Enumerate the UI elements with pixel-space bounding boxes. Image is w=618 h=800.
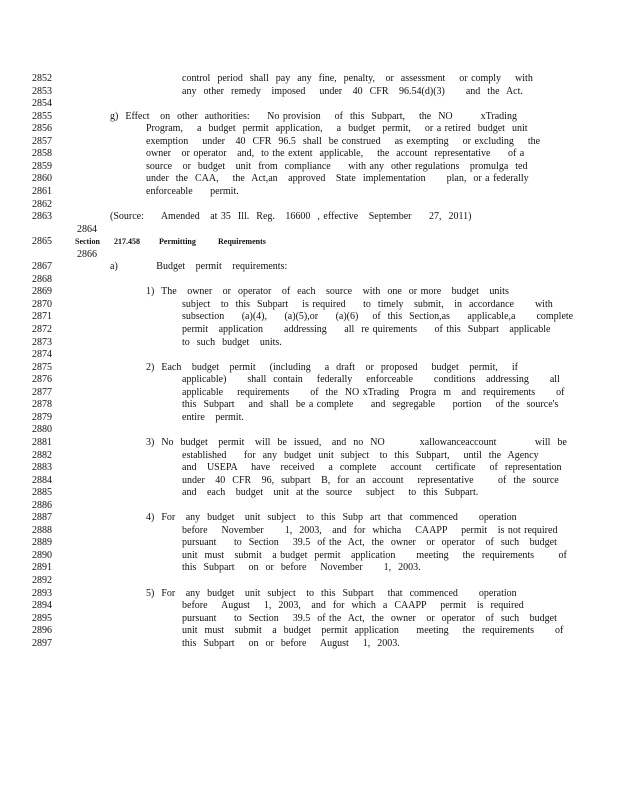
line-number: 2859 xyxy=(32,160,52,172)
line-number: 2877 xyxy=(32,386,52,398)
line-number: 2870 xyxy=(32,298,52,310)
line-text: (Source: Amended at 35 Ill. Reg. 16600 , effective September 27, 2011) xyxy=(110,211,472,223)
line-text: and USEPA have received a complete account certificate of representation xyxy=(182,462,562,474)
line-number: 2876 xyxy=(32,374,52,386)
line-number: 2866 xyxy=(77,248,97,260)
line-text: applicable requirements of the NO xTrading Progra m and requirements of xyxy=(182,386,565,398)
line-number: 2853 xyxy=(32,85,52,97)
line-number: 2868 xyxy=(32,273,52,285)
line-number: 2869 xyxy=(32,286,52,298)
line-number: 2891 xyxy=(32,562,52,574)
line-number: 2887 xyxy=(32,512,52,524)
line-number: 2884 xyxy=(32,474,52,486)
line-number: 2872 xyxy=(32,324,52,335)
line-text: applicable) shall contain federally enforceable conditions addressing all xyxy=(182,374,560,386)
line-number: 2885 xyxy=(32,487,52,499)
line-text: before August 1, 2003, and for which a CAAPP permit is required xyxy=(182,600,524,612)
section-number: 217.458 xyxy=(114,237,140,247)
line-number: 2861 xyxy=(32,185,52,197)
line-number: 2863 xyxy=(32,211,52,223)
line-text: control period shall pay any fine, penalty, or assessment or comply with xyxy=(182,73,533,84)
line-number: 2854 xyxy=(32,98,52,110)
line-number: 2896 xyxy=(32,625,52,637)
line-number: 2865 xyxy=(32,236,52,248)
line-text: subsection (a)(4), (a)(5),or (a)(6) of this Section,as applicable,a complete xyxy=(182,311,574,323)
line-number: 2875 xyxy=(32,361,52,373)
line-number: 2864 xyxy=(77,223,97,235)
line-text: 2) Each budget permit (including a draft or proposed budget permit, if xyxy=(146,361,518,373)
line-text: before November 1, 2003, and for whicha CAAPP permit is not required xyxy=(182,524,558,536)
line-text: 1) The owner or operator of each source with one or more budget units xyxy=(146,286,509,298)
line-text: pursuant to Section 39.5 of the Act, the owner or operator of such budget xyxy=(182,537,557,549)
line-number: 2852 xyxy=(32,73,52,84)
line-number: 2857 xyxy=(32,135,52,147)
line-text: a) Budget permit requirements: xyxy=(110,261,288,273)
line-number: 2897 xyxy=(32,637,52,649)
line-text: unit must submit a budget permit application meeting the requirements of xyxy=(182,549,567,561)
line-number: 2888 xyxy=(32,524,52,536)
line-number: 2890 xyxy=(32,549,52,561)
line-text: permit application addressing all re quirements of this Subpart applicable xyxy=(182,324,551,335)
line-text: pursuant to Section 39.5 of the Act, the owner or operator of such budget xyxy=(182,612,557,624)
line-text: Program, a budget permit application, a budget permit, or a retired budget unit xyxy=(146,123,528,135)
line-text: under 40 CFR 96, subpart B, for an account representative of the source xyxy=(182,474,559,486)
line-text: enforceable permit. xyxy=(146,185,239,197)
line-number: 2860 xyxy=(32,173,52,185)
line-number: 2873 xyxy=(32,336,52,348)
line-text: 5) For any budget unit subject to this Subpart that commenced operation xyxy=(146,587,517,599)
line-number: 2858 xyxy=(32,148,52,160)
line-text: subject to this Subpart is required to timely submit, in accordance with xyxy=(182,298,553,310)
section-title-word: Requirements xyxy=(218,237,266,247)
line-number: 2862 xyxy=(32,198,52,210)
line-number: 2856 xyxy=(32,123,52,135)
line-number: 2867 xyxy=(32,261,52,273)
line-text: 4) For any budget unit subject to this Subp art that commenced operation xyxy=(146,512,517,524)
line-number: 2893 xyxy=(32,587,52,599)
line-number: 2882 xyxy=(32,449,52,461)
line-number: 2883 xyxy=(32,462,52,474)
line-number: 2878 xyxy=(32,399,52,411)
line-text: to such budget units. xyxy=(182,336,282,348)
line-text: owner or operator and, to the extent applicable, the account representative of a xyxy=(146,148,525,160)
line-text: this Subpart on or before November 1, 2003. xyxy=(182,562,421,574)
line-number: 2871 xyxy=(32,311,52,323)
line-text: under the CAA, the Act,an approved State implementation plan, or a federally xyxy=(146,173,529,185)
section-label: Section xyxy=(75,237,100,247)
line-number: 2895 xyxy=(32,612,52,624)
line-text: g) Effect on other authorities: No provision of this Subpart, the NO xTrading xyxy=(110,110,517,122)
section-title-word: Permitting xyxy=(159,237,196,247)
line-number: 2889 xyxy=(32,537,52,549)
line-text: entire permit. xyxy=(182,411,244,423)
line-number: 2879 xyxy=(32,411,52,423)
line-text: this Subpart and shall be a complete and segregable portion of the source's xyxy=(182,399,559,411)
line-text: exemption under 40 CFR 96.5 shall be construed as exempting or excluding the xyxy=(146,135,541,147)
line-number: 2881 xyxy=(32,436,52,448)
line-number: 2874 xyxy=(32,349,52,361)
line-text: established for any budget unit subject to this Subpart, until the Agency xyxy=(182,449,539,461)
line-text: any other remedy imposed under 40 CFR 96.54(d)(3) and the Act. xyxy=(182,85,523,97)
line-text: unit must submit a budget permit application meeting the requirements of xyxy=(182,625,564,637)
line-number: 2894 xyxy=(32,600,52,612)
line-text: source or budget unit from compliance with any other regulations promulga ted xyxy=(146,160,528,172)
line-text: this Subpart on or before August 1, 2003. xyxy=(182,637,400,649)
line-text: 3) No budget permit will be issued, and no NO xallowanceaccount will be xyxy=(146,436,567,448)
line-number: 2855 xyxy=(32,110,52,122)
line-number: 2886 xyxy=(32,499,52,511)
line-number: 2880 xyxy=(32,424,52,436)
line-text: and each budget unit at the source subject to this Subpart. xyxy=(182,487,479,499)
line-number: 2892 xyxy=(32,575,52,586)
